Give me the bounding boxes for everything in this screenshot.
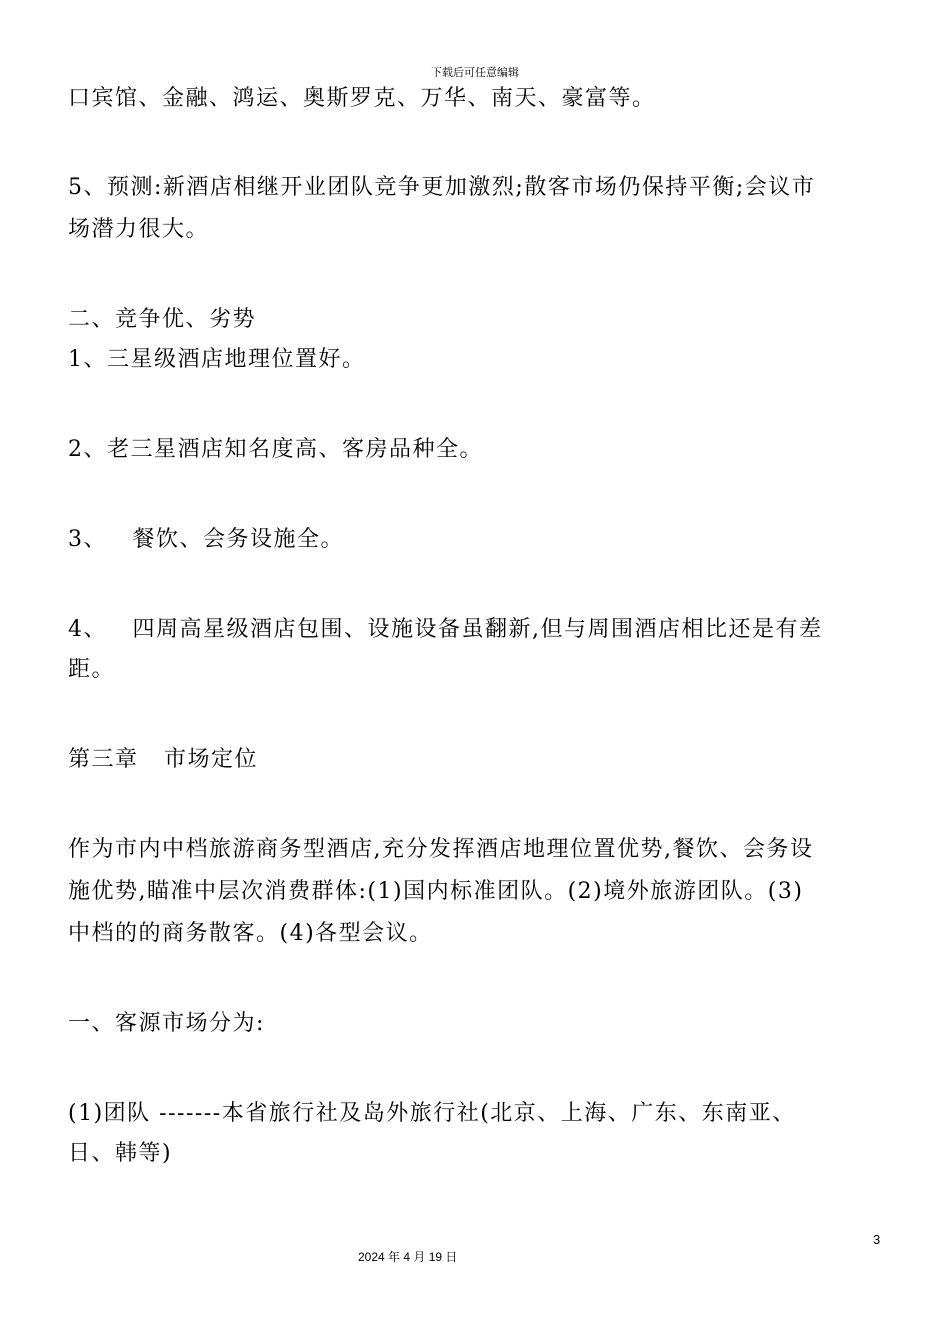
text-line: 日、韩等): [68, 1141, 173, 1166]
text-line: (1)团队 -------本省旅行社及岛外旅行社(北京、上海、广东、东南亚、: [68, 1101, 796, 1126]
text-line: 中档的的商务散客。(4)各型会议。: [68, 921, 433, 946]
section-heading: 一、客源市场分为:: [68, 1011, 265, 1036]
section-heading: 二、竞争优、劣势: [68, 307, 257, 332]
footer-date: 2024 年 4 月 19 日: [358, 1250, 458, 1264]
chapter-heading: 第三章 市场定位: [68, 747, 258, 772]
text-line: 距。: [68, 657, 116, 682]
header-note: 下载后可任意编辑: [431, 66, 519, 79]
text-line: 作为市内中档旅游商务型酒店,充分发挥酒店地理位置优势,餐饮、会务设: [68, 837, 814, 862]
text-line: 2、老三星酒店知名度高、客房品种全。: [68, 437, 483, 462]
text-line: 1、三星级酒店地理位置好。: [68, 347, 366, 372]
text-line: 5、预测:新酒店相继开业团队竞争更加激烈;散客市场仍保持平衡;会议市: [68, 175, 816, 200]
text-line: 口宾馆、金融、鸿运、奥斯罗克、万华、南天、豪富等。: [68, 86, 656, 111]
text-line: 3、 餐饮、会务设施全。: [68, 527, 344, 552]
text-line: 施优势,瞄准中层次消费群体:(1)国内标准团队。(2)境外旅游团队。(3): [68, 879, 804, 904]
text-line: 4、 四周高星级酒店包围、设施设备虽翻新,但与周围酒店相比还是有差: [68, 617, 823, 642]
text-line: 场潜力很大。: [68, 217, 210, 242]
page-number: 3: [873, 1232, 881, 1247]
